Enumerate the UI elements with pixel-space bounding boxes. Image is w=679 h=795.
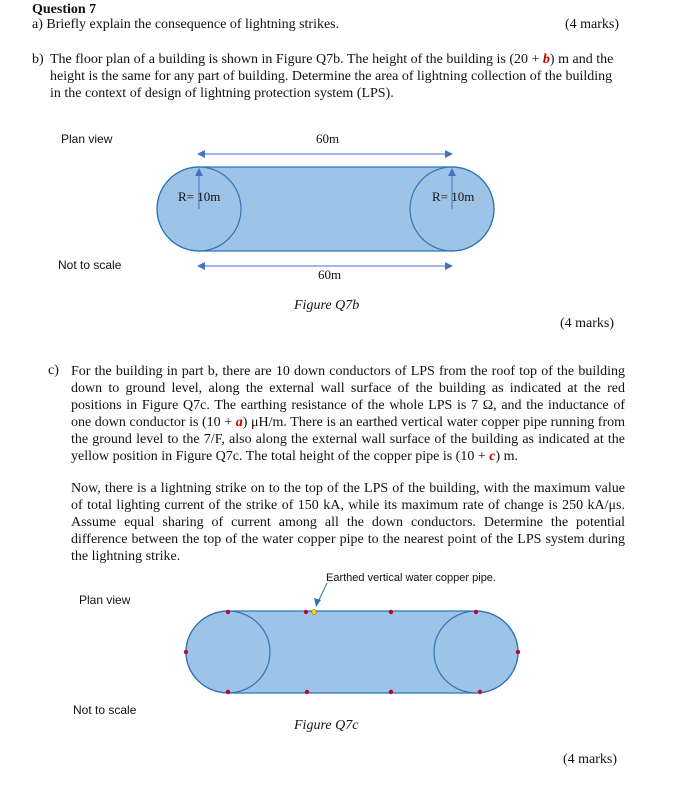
var-b: b	[542, 52, 550, 67]
radius-label-right: R= 10m	[432, 189, 475, 204]
bottom-dimension-arrow	[197, 262, 453, 270]
down-conductor-3	[389, 610, 393, 614]
part-c-para1-c: ) m.	[495, 449, 519, 464]
part-c-paragraph-1	[71, 363, 625, 465]
down-conductor-4	[474, 610, 478, 614]
part-c-marks: (4 marks)	[563, 752, 618, 767]
down-conductor-2	[304, 610, 308, 614]
part-c-label: c)	[48, 363, 59, 378]
part-c-para1-b: ) μH/m. There is an earthed vertical water copper pipe running from the ground level to the 7/F, also along the external wall surface of the building as indicated at the yellow position in Figure Q7c. The total height of the copper pipe is (10 +	[71, 415, 625, 464]
var-a: a	[235, 415, 243, 430]
part-a-text: a) Briefly explain the consequence of lightning strikes.	[32, 17, 340, 32]
down-conductor-8	[305, 690, 309, 694]
pipe-label: Earthed vertical water copper pipe.	[326, 572, 496, 584]
figure-q7c-caption: Figure Q7c	[294, 718, 359, 733]
building-plan-shape-b	[157, 167, 494, 251]
pipe-pointer-arrow	[314, 583, 327, 607]
down-conductor-6	[516, 650, 520, 654]
fig-c-plan-view: Plan view	[79, 593, 131, 607]
down-conductor-1	[226, 610, 230, 614]
radius-label-left: R= 10m	[178, 189, 221, 204]
figure-q7b-caption: Figure Q7b	[294, 298, 360, 313]
down-conductor-10	[478, 690, 482, 694]
part-b-label: b)	[32, 52, 44, 67]
fig-b-plan-view: Plan view	[61, 132, 113, 146]
fig-c-not-to-scale: Not to scale	[73, 703, 137, 717]
fig-b-bottom-dim: 60m	[318, 267, 342, 282]
part-a-marks: (4 marks)	[565, 17, 620, 32]
fig-b-top-dim: 60m	[316, 131, 340, 146]
var-c: c	[489, 449, 496, 464]
question-title: Question 7	[32, 2, 97, 17]
building-plan-shape-c	[186, 611, 518, 693]
part-b-line2: height is the same for any part of building. Determine the area of lightning collection of the building	[50, 69, 613, 84]
down-conductor-5	[184, 650, 188, 654]
part-b-line1-pre: The floor plan of a building is shown in Figure Q7b. The height of the building is (20 +	[50, 52, 543, 67]
part-c-para1-a: For the building in part b, there are 10 down conductors of LPS from the roof top of the building down to ground level, along the external wall surface of the building as indicated at the red positions in Figure Q7c. The earthing resistance of the whole LPS is 7 Ω, and the inductance of one down conductor is (10 +	[71, 364, 625, 430]
down-conductor-9	[389, 690, 393, 694]
part-b-line3: in the context of design of lightning protection system (LPS).	[50, 86, 394, 101]
fig-b-not-to-scale: Not to scale	[58, 258, 122, 272]
part-b-marks: (4 marks)	[560, 316, 615, 331]
down-conductor-7	[226, 690, 230, 694]
part-b-line1-post: ) m and the	[549, 52, 614, 67]
water-pipe-marker	[312, 610, 317, 615]
top-dimension-arrow	[197, 150, 453, 158]
part-c-paragraph-2: Now, there is a lightning strike on to the top of the LPS of the building, with the maximum value of total lighting current of the strike of 150 kA, while its maximum rate of change is 250 kA/μs. Assume equal sharing of current among all the down conductors. Determine the potential difference between the top of the water copper pipe to the nearest point of the LPS system during the lightning strike.	[71, 481, 625, 564]
